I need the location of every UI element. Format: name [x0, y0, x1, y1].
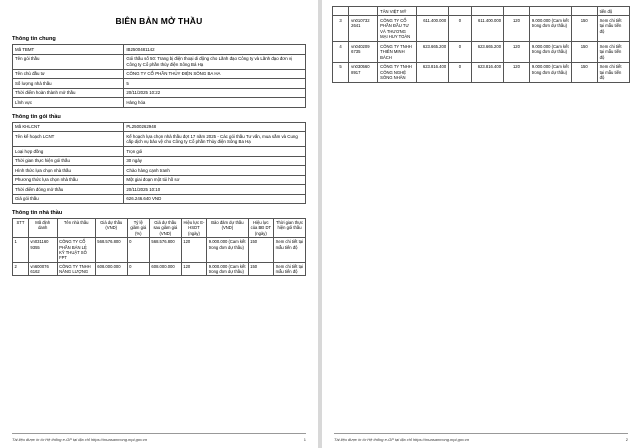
- table-row: [13, 147, 306, 157]
- table-row: [333, 16, 630, 42]
- row-label: Thời gian thực hiện gói thầu: [13, 156, 124, 166]
- row-value: Kế hoạch lựa chọn nhà thầu đợt 17 năm 2025 - Các gói thầu Tư vấn, mua sắm và Cung cấp dịch vụ bảo vệ cho Công ty Cổ phần Thủy điện Sông Ba Hạ: [124, 132, 306, 147]
- cell-name: CÔNG TY TNHH THIÊN MINH BÁCH: [378, 42, 417, 62]
- cell-security-validity: 150: [248, 262, 273, 276]
- table-row: [13, 69, 306, 79]
- cell-duration: Xem chi tiết tại mẫu tiến độ: [274, 238, 306, 262]
- col-header-stt: STT: [13, 219, 29, 238]
- table-row: [333, 62, 630, 82]
- section-title-general-info: Thông tin chung: [12, 36, 56, 42]
- col-header-hsdt-validity: Hiệu lực E-HSDT (ngày): [181, 219, 206, 238]
- cell-stt: [333, 7, 349, 16]
- footer-note: Tài liệu được in từ Hệ thống e-GP tại địa chỉ https://muasamcong.mpi.gov.vn: [12, 437, 148, 442]
- cell-price-after-discount: 608.000.000: [149, 262, 181, 276]
- row-label: Mã KHLCNT: [13, 122, 124, 132]
- cell-security-validity: 150: [571, 16, 597, 42]
- general-info-table: [12, 44, 306, 108]
- row-label: Hình thức lựa chọn nhà thầu: [13, 166, 124, 176]
- cell-bid-price: 568.576.800: [95, 238, 127, 262]
- row-value: Hàng hóa: [124, 98, 306, 108]
- page-footer: [12, 433, 306, 442]
- table-row: [13, 45, 306, 55]
- table-row: [13, 132, 306, 147]
- col-header-id: Mã định danh: [28, 219, 57, 238]
- bidders-header-row: [13, 219, 306, 238]
- row-value: 20/11/2025 10:22: [124, 88, 306, 98]
- cell-hsdt-validity: 120: [504, 42, 530, 62]
- cell-security-validity: 150: [248, 238, 273, 262]
- page-1: [0, 0, 318, 448]
- row-value: PL2500262948: [124, 122, 306, 132]
- cell-bid-price: 623.816.400: [416, 62, 448, 82]
- row-value: 30 ngày: [124, 156, 306, 166]
- row-label: Phương thức lựa chọn nhà thầu: [13, 175, 124, 185]
- row-value: 5: [124, 79, 306, 89]
- table-row: [13, 88, 306, 98]
- cell-discount-rate: 0: [449, 62, 472, 82]
- table-row: [333, 42, 630, 62]
- cell-bid-security: [529, 7, 571, 16]
- row-label: Số lượng nhà thầu: [13, 79, 124, 89]
- row-value: IB2500481142: [124, 45, 306, 55]
- page-footer: [334, 433, 628, 442]
- table-row: [13, 122, 306, 132]
- cell-bid-security: 9.000.000 (Cam kết trong đơn dự thầu): [207, 262, 248, 276]
- cell-discount-rate: 0: [449, 42, 472, 62]
- cell-duration: Xem chi tiết tại mẫu tiến độ: [597, 42, 629, 62]
- row-label: Mã TBMT: [13, 45, 124, 55]
- cell-name: TÂN VIỆT MỸ: [378, 7, 417, 16]
- bidders-table: [12, 218, 306, 276]
- cell-security-validity: 150: [571, 62, 597, 82]
- col-header-price-after-discount: Giá dự thầu sau giảm giá (VND): [149, 219, 181, 238]
- cell-price-after-discount: 611.400.000: [471, 16, 503, 42]
- cell-discount-rate: 0: [127, 238, 149, 262]
- cell-bid-security: 9.000.000 (Cam kết trong đơn dự thầu): [529, 42, 571, 62]
- cell-hsdt-validity: 120: [504, 62, 530, 82]
- row-value: Gói thầu số 50: Trang bị điện thoại di động cho Lãnh đạo Công ty và Lãnh đạo đơn vị Công ty Cổ phần thủy điện Sông Bá Hạ: [124, 54, 306, 69]
- cell-bid-price: 611.400.000: [416, 16, 448, 42]
- row-label: Thời điểm đóng mở thầu: [13, 185, 124, 195]
- bidders-table-continued: [332, 6, 630, 83]
- col-header-discount-rate: Tỷ lệ giảm giá (%): [127, 219, 149, 238]
- table-row: [13, 194, 306, 204]
- cell-stt: 1: [13, 238, 29, 262]
- cell-bid-security: 9.000.000 (Cam kết trong đơn dự thầu): [529, 16, 571, 42]
- row-label: Giá gói thầu: [13, 194, 124, 204]
- cell-hsdt-validity: 120: [181, 238, 206, 262]
- cell-name: CÔNG TY TNHH CÔNG NGHỆ SÔNG NHÂN: [378, 62, 417, 82]
- cell-bid-price: [416, 7, 448, 16]
- table-row: [13, 79, 306, 89]
- cell-price-after-discount: 623.665.200: [471, 42, 503, 62]
- cell-bid-security: 9.000.000 (Cam kết trong đơn dự thầu): [529, 62, 571, 82]
- table-row: [13, 98, 306, 108]
- row-label: Tên gói thầu: [13, 54, 124, 69]
- cell-discount-rate: [449, 7, 472, 16]
- table-row: [13, 156, 306, 166]
- cell-bid-price: 608.000.000: [95, 262, 127, 276]
- col-header-bid-security: Bảo đảm dự thầu (VND): [207, 219, 248, 238]
- cell-stt: 2: [13, 262, 29, 276]
- cell-id: vn040209 6735: [349, 42, 378, 62]
- table-row: [13, 185, 306, 195]
- cell-price-after-discount: [471, 7, 503, 16]
- page-2: [322, 0, 640, 448]
- page-title: BIÊN BẢN MỞ THẦU: [115, 16, 203, 26]
- cell-hsdt-validity: 120: [504, 16, 530, 42]
- cell-stt: 5: [333, 62, 349, 82]
- cell-hsdt-validity: 120: [181, 262, 206, 276]
- page-number: 1: [303, 437, 306, 442]
- row-label: Lĩnh vực: [13, 98, 124, 108]
- cell-id: vn010732 2641: [349, 16, 378, 42]
- cell-discount-rate: 0: [449, 16, 472, 42]
- row-label: Tên kế hoạch LCNT: [13, 132, 124, 147]
- cell-discount-rate: 0: [127, 262, 149, 276]
- cell-id: [349, 7, 378, 16]
- page-number: 2: [625, 437, 628, 442]
- col-header-bid-price: Giá dự thầu (VND): [95, 219, 127, 238]
- cell-duration: Xem chi tiết tại mẫu tiến độ: [274, 262, 306, 276]
- cell-stt: 4: [333, 42, 349, 62]
- footer-note: Tài liệu được in từ Hệ thống e-GP tại địa chỉ https://muasamcong.mpi.gov.vn: [334, 437, 470, 442]
- cell-name: CÔNG TY TNHH NĂNG LƯỢNG: [57, 262, 95, 276]
- cell-security-validity: 150: [571, 42, 597, 62]
- cell-price-after-discount: 568.576.800: [149, 238, 181, 262]
- col-header-security-validity: Hiệu lực của BĐ DT (ngày): [248, 219, 273, 238]
- table-row: [13, 166, 306, 176]
- table-row: [13, 238, 306, 262]
- row-label: Thời điểm hoàn thành mở thầu: [13, 88, 124, 98]
- cell-security-validity: [571, 7, 597, 16]
- row-value: Trọn gói: [124, 147, 306, 157]
- row-value: 20/11/2025 10:10: [124, 185, 306, 195]
- cell-duration: Xem chi tiết tại mẫu tiến độ: [597, 62, 629, 82]
- cell-duration: Xem chi tiết tại mẫu tiến độ: [597, 16, 629, 42]
- cell-bid-price: 623.665.200: [416, 42, 448, 62]
- col-header-name: Tên nhà thầu: [57, 219, 95, 238]
- table-row: [13, 54, 306, 69]
- package-info-table: [12, 122, 306, 205]
- cell-duration: tiến độ: [597, 7, 629, 16]
- col-header-duration: Thời gian thực hiện gói thầu: [274, 219, 306, 238]
- cell-price-after-discount: 623.816.400: [471, 62, 503, 82]
- cell-id: vn030560 8917: [349, 62, 378, 82]
- cell-hsdt-validity: [504, 7, 530, 16]
- row-value: Một giai đoạn một túi hồ sơ: [124, 175, 306, 185]
- section-title-bidders: Thông tin nhà thầu: [12, 210, 63, 216]
- cell-id: vn600076 6162: [28, 262, 57, 276]
- section-title-package-info: Thông tin gói thầu: [12, 113, 61, 120]
- cell-stt: 3: [333, 16, 349, 42]
- row-value: CÔNG TY CỔ PHẦN THỦY ĐIỆN SÔNG BA HA: [124, 69, 306, 79]
- table-row: [13, 175, 306, 185]
- row-value: Chào hàng cạnh tranh: [124, 166, 306, 176]
- row-label: Tên chủ đầu tư: [13, 69, 124, 79]
- table-row: [333, 7, 630, 16]
- row-value: 626.246.640 VND: [124, 194, 306, 204]
- cell-bid-security: 9.000.000 (Cam kết trong đơn dự thầu): [207, 238, 248, 262]
- row-label: Loại hợp đồng: [13, 147, 124, 157]
- cell-name: CÔNG TY CỔ PHẦN BÁN LẺ KỸ THUẬT SỐ FPT: [57, 238, 95, 262]
- cell-name: CÔNG TY CỔ PHẦN ĐẦU TƯ VÀ THƯƠNG MẠI HUY TOÀN: [378, 16, 417, 42]
- table-row: [13, 262, 306, 276]
- cell-id: vn031160 9355: [28, 238, 57, 262]
